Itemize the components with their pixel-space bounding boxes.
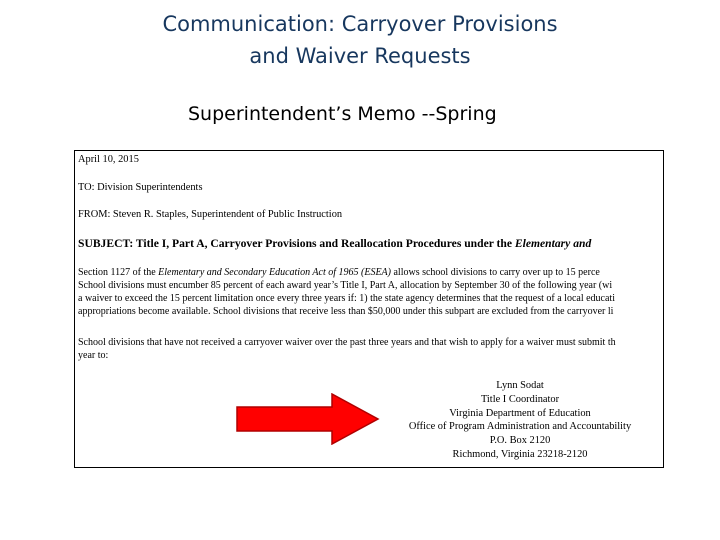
address-line: Lynn Sodat [496,380,544,391]
slide-title-line-2: and Waiver Requests [249,44,471,68]
slide-title-line-1: Communication: Carryover Provisions [162,12,558,36]
memo-subject-italic: Elementary and [514,237,592,250]
memo-paragraph-1-line-2: School divisions must encumber 85 percent of each award year’s Title I, Part A, allocation by September 30 of the following year (wi [78,280,613,291]
memo-subject-prefix: SUBJECT: Title I, Part A, Carryover Provisions and Reallocation Procedures under the [78,237,515,250]
memo-address-block [405,379,635,462]
memo-subject [78,237,591,250]
slide-subtitle: Superintendent’s Memo --Spring [188,103,497,125]
slide-title [0,8,720,72]
address-line: P.O. Box 2120 [489,435,551,447]
red-arrow-shape [237,394,378,444]
memo-paragraph-1-line-4: appropriations become available. School divisions that receive less than $50,000 under this subpart are excluded from the carryover li [78,306,614,317]
memo-date: April 10, 2015 [78,154,139,165]
red-arrow-icon [236,393,380,445]
memo-paragraph-2-line-2: year to: [78,350,109,361]
address-line: Title I Coordinator [480,393,560,405]
memo-paragraph-1-line-3: a waiver to exceed the 15 percent limitation once every three years if: 1) the state agency determines that the request of a local educati [78,293,615,304]
address-line: Virginia Department of Education [449,407,591,419]
memo-from: FROM: Steven R. Staples, Superintendent of Public Instruction [78,209,343,220]
memo-p1-l1-end: allows school divisions to carry over up to 15 perce [390,267,600,278]
memo-to: TO: Division Superintendents [78,182,203,193]
memo-paragraph-1-line-1 [78,267,600,280]
memo-paragraph-2-line-1: School divisions that have not received a carryover waiver over the past three years and that wish to apply for a waiver must submit th [78,337,616,348]
address-line: Office of Program Administration and Accountability [408,421,632,433]
memo-p1-l1-italic: Elementary and Secondary Education Act of 1965 (ESEA) [158,267,391,278]
memo-p1-l1-start: Section 1127 of the [78,267,159,278]
address-line: Richmond, Virginia 23218-2120 [452,448,588,460]
